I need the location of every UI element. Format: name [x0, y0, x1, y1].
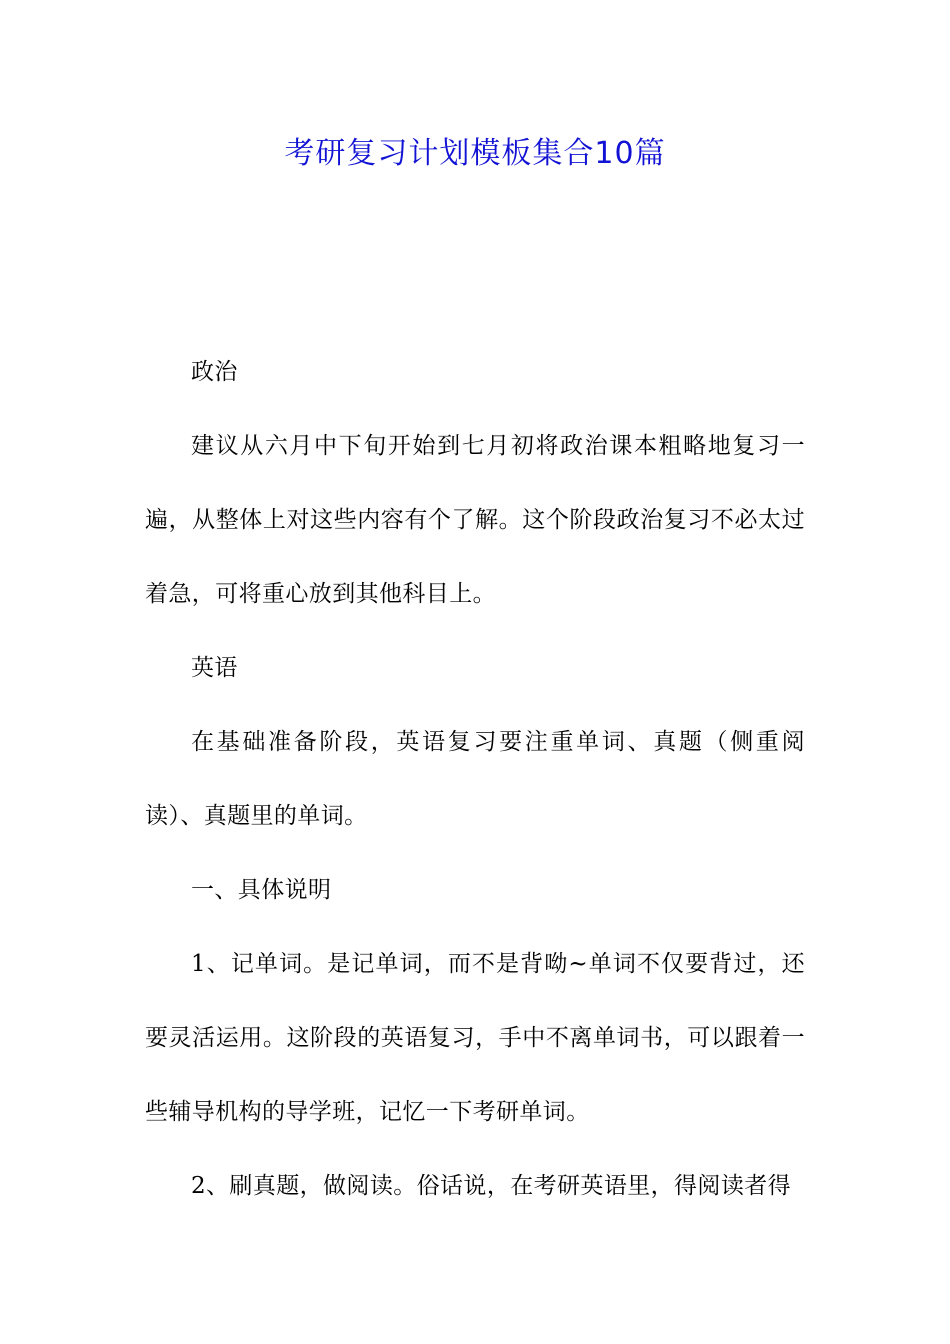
- subheading-specific-explanation: 一、具体说明: [191, 877, 332, 903]
- paragraph-english-intro: 在基础准备阶段，英语复习要注重单词、真题（侧重阅读）、真题里的单词。: [145, 729, 805, 829]
- document-body: [145, 335, 805, 1223]
- paragraph-politics: 建议从六月中下旬开始到七月初将政治课本粗略地复习一遍，从整体上对这些内容有个了解。这个阶段政治复习不必太过着急，可将重心放到其他科目上。: [145, 433, 805, 607]
- section-heading-politics: 政治: [191, 359, 238, 385]
- section-heading-english: 英语: [191, 655, 238, 681]
- paragraph-item-2: 2、刷真题，做阅读。俗话说，在考研英语里，得阅读者得: [191, 1173, 792, 1199]
- document-title: 考研复习计划模板集合10篇: [284, 136, 666, 171]
- paragraph-item-1: 1、记单词。是记单词，而不是背呦~单词不仅要背过，还要灵活运用。这阶段的英语复习，手中不离单词书，可以跟着一些辅导机构的导学班，记忆一下考研单词。: [145, 951, 805, 1125]
